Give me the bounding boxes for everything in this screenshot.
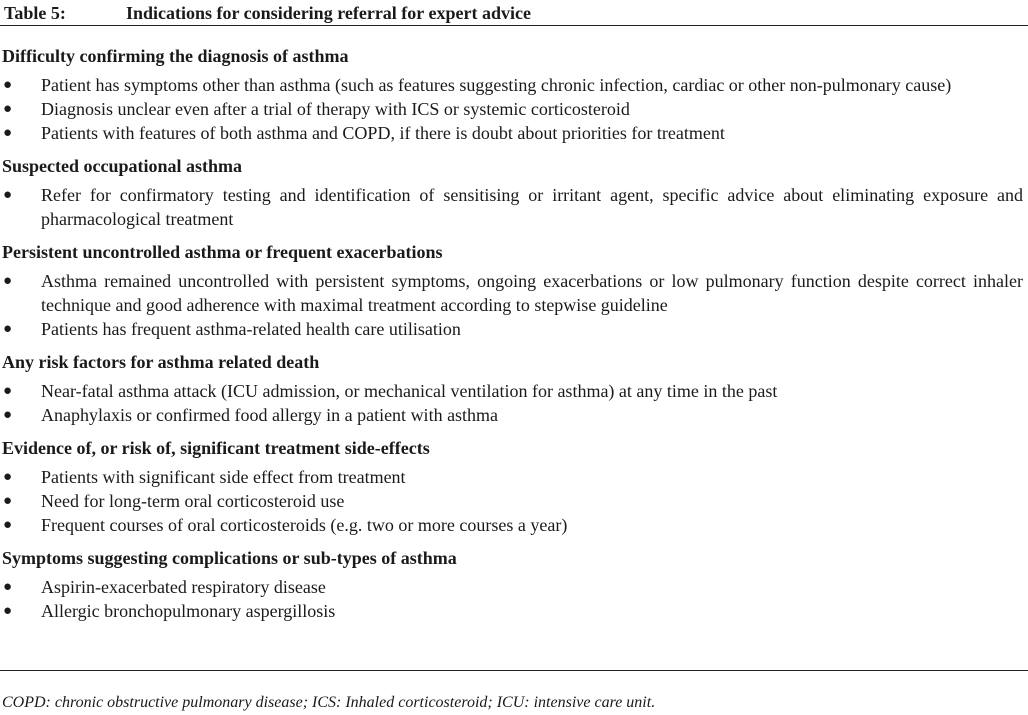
section-uncontrolled-asthma <box>0 240 1028 341</box>
bullet-icon: ● <box>3 321 13 337</box>
section-diagnosis-difficulty <box>0 44 1028 145</box>
list-item-text: Patient has symptoms other than asthma (such as features suggesting chronic infection, cardiac or other non-pulmonary cause) <box>41 75 952 95</box>
list-item <box>0 183 1028 231</box>
bullet-icon: ● <box>3 187 13 203</box>
section-risk-factors-death <box>0 350 1028 427</box>
bullet-icon: ● <box>3 101 13 117</box>
bullet-icon: ● <box>3 383 13 399</box>
bullet-icon: ● <box>3 77 13 93</box>
list-item <box>0 465 1028 489</box>
bullet-icon: ● <box>3 579 13 595</box>
table-body <box>0 44 1028 623</box>
table-footnote: COPD: chronic obstructive pulmonary disease; ICS: Inhaled corticosteroid; ICU: intensive care unit. <box>2 694 656 711</box>
section-heading: Suspected occupational asthma <box>2 156 243 176</box>
bullet-icon: ● <box>3 493 13 509</box>
list-item <box>0 121 1028 145</box>
list-item-text: Aspirin-exacerbated respiratory disease <box>41 577 326 597</box>
list-item <box>0 97 1028 121</box>
list-item <box>0 489 1028 513</box>
bullet-icon: ● <box>3 407 13 423</box>
section-heading: Any risk factors for asthma related death <box>2 352 320 372</box>
list-item <box>0 269 1028 317</box>
list-item-text: Frequent courses of oral corticosteroids (e.g. two or more courses a year) <box>41 515 568 535</box>
list-item <box>0 317 1028 341</box>
section-complications-subtypes <box>0 546 1028 623</box>
list-item-text: Patients with features of both asthma and COPD, if there is doubt about priorities for treatment <box>41 123 725 143</box>
list-item-text: Near-fatal asthma attack (ICU admission, or mechanical ventilation for asthma) at any time in the past <box>41 381 778 401</box>
bullet-icon: ● <box>3 517 13 533</box>
section-treatment-side-effects <box>0 436 1028 537</box>
list-item <box>0 403 1028 427</box>
list-item-text: Allergic bronchopulmonary aspergillosis <box>41 601 336 621</box>
list-item <box>0 73 1028 97</box>
section-occupational-asthma <box>0 154 1028 231</box>
top-rule <box>0 25 1028 26</box>
section-heading: Difficulty confirming the diagnosis of asthma <box>2 46 349 66</box>
bullet-icon: ● <box>3 273 13 289</box>
bullet-icon: ● <box>3 469 13 485</box>
bottom-rule <box>0 670 1028 671</box>
table-number-label: Table 5: <box>4 3 66 23</box>
section-heading: Persistent uncontrolled asthma or frequent exacerbations <box>2 242 443 262</box>
list-item-text: Patients has frequent asthma-related health care utilisation <box>41 319 461 339</box>
list-item <box>0 575 1028 599</box>
list-item-text: Refer for confirmatory testing and identification of sensitising or irritant agent, specific advice about eliminating exposure and pharmacological treatment <box>41 185 1023 229</box>
section-heading: Evidence of, or risk of, significant treatment side-effects <box>2 438 430 458</box>
list-item-text: Asthma remained uncontrolled with persistent symptoms, ongoing exacerbations or low pulmonary function despite correct inhaler technique and good adherence with maximal treatment according to stepwise guideline <box>41 271 1023 315</box>
table-title-text: Indications for considering referral for expert advice <box>126 3 531 23</box>
list-item-text: Patients with significant side effect from treatment <box>41 467 406 487</box>
list-item-text: Anaphylaxis or confirmed food allergy in a patient with asthma <box>41 405 499 425</box>
list-item-text: Need for long-term oral corticosteroid use <box>41 491 345 511</box>
bullet-icon: ● <box>3 603 13 619</box>
list-item <box>0 513 1028 537</box>
list-item <box>0 379 1028 403</box>
list-item <box>0 599 1028 623</box>
bullet-icon: ● <box>3 125 13 141</box>
list-item-text: Diagnosis unclear even after a trial of therapy with ICS or systemic corticosteroid <box>41 99 630 119</box>
table-title <box>4 2 531 24</box>
section-heading: Symptoms suggesting complications or sub-types of asthma <box>2 548 457 568</box>
